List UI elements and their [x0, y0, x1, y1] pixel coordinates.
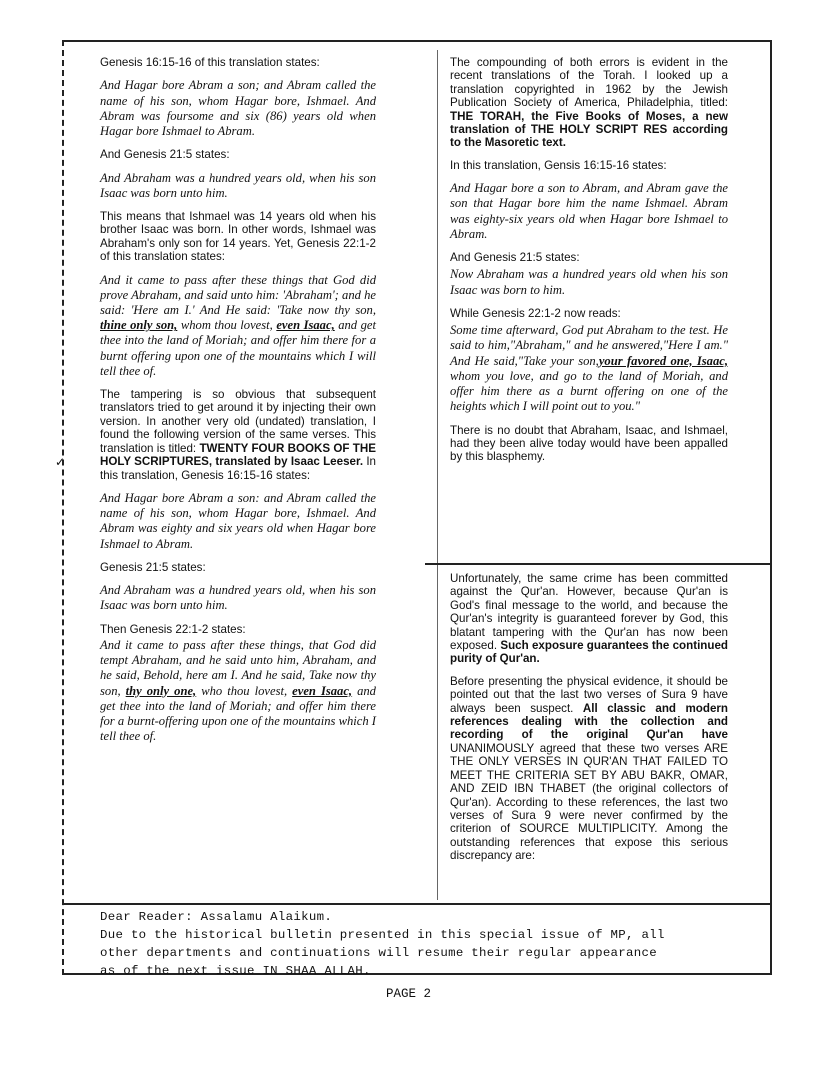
bold-text: TWENTY FOUR BOOKS OF THE HOLY SCRIPTURES, translated by Isaac Leeser. [100, 441, 376, 469]
paragraph: There is no doubt that Abraham, Isaac, and Ishmael, had they been alive today would have been appalled by this blasphemy. [450, 423, 728, 464]
text: whom thou lovest, [177, 318, 277, 333]
right-column-upper [450, 56, 728, 473]
text: Unfortunately, the same crime has been committed against the Qur'an. However, because Qur'an is God's final message to the world, and because the Qur'an's integrity is guaranteed forever by God, this blatant tampering with the Qur'an has now been exposed. [450, 572, 728, 653]
section-rule [425, 563, 770, 565]
quote: And Abraham was a hundred years old, when his son Isaac was born unto him. [100, 170, 376, 200]
paragraph: Genesis 21:5 states: [100, 560, 206, 574]
text: In this translation, Genesis 16:15-16 states: [100, 455, 377, 482]
underlined-text: even Isaac, [292, 683, 353, 698]
text: The tampering is so obvious that subsequent translators tried to get around it by injecting their own version. In another very old (undated) translation, I found the following version of the same verses. This translation is titled: [100, 388, 376, 455]
paragraph: Genesis 16:15-16 of this translation states: [100, 56, 320, 69]
text: whom you love, and go to the land of Moriah, and offer him there as a burnt offering on one of the heights which I will point out to you." [450, 368, 728, 414]
right-column-lower [450, 572, 728, 872]
quote: Now Abraham was a hundred years old when his son Isaac was born to him. [450, 267, 728, 297]
paragraph: This means that Ishmael was 14 years old when his brother Isaac was born. In other words, Ishmael was Abraham's only son for 14 years. Yet, Genesis 22:1-2 of this translation states: [100, 210, 376, 264]
text: and get thee into the land of Moriah; and offer him there for a burnt-offering upon one of the mountains which I tell thee of. [100, 683, 376, 744]
underlined-text: even Isaac, [276, 318, 335, 333]
quote [100, 638, 376, 744]
paragraph [100, 388, 376, 482]
underlined-text: thy only one, [125, 683, 197, 698]
notice-line: Due to the historical bulletin presented in this special issue of MP, all [100, 928, 665, 942]
underlined-text: your favored one, Isaac, [598, 353, 729, 368]
left-column [100, 56, 376, 753]
notice-line: as of the next issue IN SHAA ALLAH. [100, 964, 371, 978]
text: UNANIMOUSLY agreed that these two verses ARE THE ONLY VERSES IN QUR'AN THAT FAILED TO MEET THE CRITERIA SET BY ABU BAKR, OMAR, AND ZEID IBN THABET (the original collectors of Qur'an). According to these references, the last two verses of Sura 9 were never confirmed by the criterion of SOURCE MULTIPLICITY. Among the outstanding references that expose this serious discrepancy are: [450, 741, 728, 863]
text: The compounding of both errors is evident in the recent translations of the Torah. I looked up a translation copyrighted in 1962 by the Jewish Publication Society of America, Philadelphia, titled: [450, 56, 728, 110]
quote [450, 323, 728, 414]
quote: And Hagar bore Abram a son: and Abram called the name of his son, whom Hagar bore, Ishmael. And Abram was eighty and six years old when Hagar bore Ishmael to Abram. [100, 490, 376, 551]
paragraph [450, 572, 728, 666]
quote: And Abraham was a hundred years old, when his son Isaac was born unto him. [100, 583, 376, 613]
reader-notice [100, 908, 740, 980]
text: who thou lovest, [196, 683, 293, 698]
bold-text: All classic and modern references dealing with the collection and recording of the original Qur'an have [450, 701, 728, 742]
notice-rule [62, 903, 772, 905]
text: And it came to pass after these things that God did prove Abraham, and said unto him: 'Abraham'; and he said: 'Here am I.' And He said: 'Take now thy son, [100, 272, 376, 318]
column-divider [437, 50, 438, 900]
notice-line: Dear Reader: Assalamu Alaikum. [100, 910, 333, 924]
paragraph: While Genesis 22:1-2 now reads: [450, 306, 621, 320]
paragraph [450, 675, 728, 863]
bold-text: THE TORAH, the Five Books of Moses, a new translation of THE HOLY SCRIPT RES according to the Masoretic text. [450, 109, 728, 150]
paragraph [450, 56, 728, 150]
quote: And Hagar bore Abram a son; and Abram called the name of his son, whom Hagar bore, Ishmael. And Abram was foursome and six (86) years old when Hagar bore Ishmael to Abram. [100, 78, 376, 139]
margin-mark: ✓ [55, 455, 66, 469]
bold-text: Such exposure guarantees the continued purity of Qur'an. [450, 639, 728, 666]
notice-line: other departments and continuations will resume their regular appearance [100, 946, 657, 960]
quote [100, 273, 376, 379]
paragraph: In this translation, Gensis 16:15-16 states: [450, 158, 667, 172]
page-number: PAGE 2 [386, 987, 432, 1001]
text: and get thee into the land of Moriah; and offer him there for a burnt offering upon one of the mountains which I will tell thee of. [100, 318, 376, 378]
paragraph: Then Genesis 22:1-2 states: [100, 622, 246, 636]
text: Before presenting the physical evidence, it should be pointed out that the last two verses of Sura 9 have always been suspect. [450, 674, 728, 715]
paragraph: And Genesis 21:5 states: [450, 251, 580, 265]
paragraph: And Genesis 21:5 states: [100, 148, 230, 162]
text: And it came to pass after these things, that God did tempt Abraham, and he said unto him, Abraham, and he said, Behold, here am I. And he said, Take now thy son, [100, 637, 376, 698]
text: Some time afterward, God put Abraham to the test. He said to him,"Abraham," and he answered,"Here I am." And He said,"Take your son, [450, 323, 728, 368]
underlined-text: thine only son, [100, 318, 178, 333]
quote: And Hagar bore a son to Abram, and Abram gave the son that Hagar bore him the name Ishmael. Abram was eighty-six years old when Hagar bore Ishmael to Abram. [450, 181, 728, 241]
